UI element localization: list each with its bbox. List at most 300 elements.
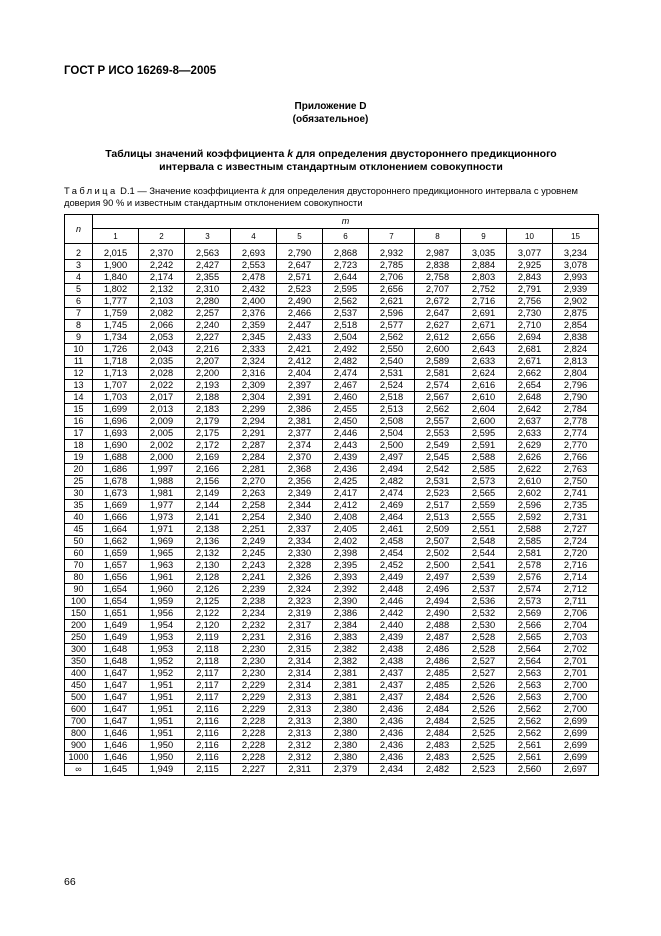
- table-cell: 2,591: [461, 440, 507, 452]
- table-cell: 2,156: [185, 476, 231, 488]
- table-cell: 2,227: [185, 332, 231, 344]
- table-cell: 2,790: [277, 244, 323, 260]
- table-cell: 2,694: [507, 332, 553, 344]
- table-cell: 2,467: [323, 380, 369, 392]
- table-cell: 2,355: [185, 272, 231, 284]
- table-cell: 2,731: [553, 512, 599, 524]
- table-cell: 2,588: [507, 524, 553, 536]
- table-cell: 1,646: [93, 728, 139, 740]
- table-cell: 2,228: [231, 716, 277, 728]
- row-label-n: 16: [65, 416, 93, 428]
- table-cell: 2,525: [461, 752, 507, 764]
- table-cell: 2,637: [507, 416, 553, 428]
- table-row: [65, 764, 599, 776]
- table-cell: 2,987: [415, 244, 461, 260]
- table-row: [65, 452, 599, 464]
- table-cell: 2,681: [507, 344, 553, 356]
- row-label-n: 100: [65, 596, 93, 608]
- table-row: [65, 572, 599, 584]
- table-cell: 2,702: [553, 644, 599, 656]
- table-cell: 2,478: [231, 272, 277, 284]
- table-cell: 2,548: [461, 536, 507, 548]
- table-cell: 2,379: [323, 764, 369, 776]
- table-cell: 2,257: [185, 308, 231, 320]
- row-label-n: 50: [65, 536, 93, 548]
- table-cell: 2,573: [507, 596, 553, 608]
- title-variable: k: [287, 148, 294, 160]
- table-cell: 2,136: [185, 536, 231, 548]
- caption-label: Таблица: [64, 185, 118, 196]
- table-cell: 1,951: [139, 728, 185, 740]
- row-label-n: 200: [65, 620, 93, 632]
- table-cell: 2,700: [553, 704, 599, 716]
- table-row: [65, 500, 599, 512]
- table-cell: 2,706: [553, 608, 599, 620]
- table-cell: 2,513: [415, 512, 461, 524]
- table-cell: 2,344: [277, 500, 323, 512]
- table-cell: 2,356: [277, 476, 323, 488]
- table-cell: 1,649: [93, 620, 139, 632]
- table-cell: 2,596: [507, 500, 553, 512]
- table-cell: 2,531: [415, 476, 461, 488]
- table-cell: 2,724: [553, 536, 599, 548]
- table-cell: 2,390: [323, 596, 369, 608]
- table-cell: 2,697: [553, 764, 599, 776]
- column-header-m-1: 1: [93, 229, 139, 244]
- table-cell: 2,466: [277, 308, 323, 320]
- table-row: [65, 404, 599, 416]
- row-label-n: 20: [65, 464, 93, 476]
- row-label-n: 30: [65, 488, 93, 500]
- table-cell: 2,735: [553, 500, 599, 512]
- table-cell: 1,662: [93, 536, 139, 548]
- table-cell: 2,179: [185, 416, 231, 428]
- table-cell: 2,566: [507, 620, 553, 632]
- table-cell: 1,703: [93, 392, 139, 404]
- table-cell: 2,227: [231, 764, 277, 776]
- table-cell: 2,437: [369, 692, 415, 704]
- row-label-n: 18: [65, 440, 93, 452]
- table-cell: 2,577: [369, 320, 415, 332]
- table-row: [65, 416, 599, 428]
- table-row: [65, 704, 599, 716]
- table-cell: 2,228: [231, 752, 277, 764]
- table-cell: 2,497: [369, 452, 415, 464]
- table-row: [65, 560, 599, 572]
- table-cell: 2,561: [507, 740, 553, 752]
- row-label-n: 10: [65, 344, 93, 356]
- table-cell: 1,669: [93, 500, 139, 512]
- table-cell: 2,380: [323, 704, 369, 716]
- table-cell: 2,440: [369, 620, 415, 632]
- coefficient-table: [64, 214, 599, 776]
- table-cell: 3,234: [553, 244, 599, 260]
- row-label-n: 500: [65, 692, 93, 704]
- table-cell: 2,843: [507, 272, 553, 284]
- table-cell: 2,714: [553, 572, 599, 584]
- table-cell: 2,395: [323, 560, 369, 572]
- table-cell: 2,492: [323, 344, 369, 356]
- row-label-n: 80: [65, 572, 93, 584]
- table-cell: 2,313: [277, 704, 323, 716]
- table-cell: 2,437: [369, 680, 415, 692]
- row-label-n: 6: [65, 296, 93, 308]
- table-cell: 2,528: [461, 632, 507, 644]
- table-cell: 2,551: [461, 524, 507, 536]
- table-cell: 1,664: [93, 524, 139, 536]
- table-cell: 2,524: [369, 380, 415, 392]
- table-cell: 2,421: [277, 344, 323, 356]
- table-cell: 2,704: [553, 620, 599, 632]
- table-cell: 2,449: [369, 572, 415, 584]
- table-cell: 1,745: [93, 320, 139, 332]
- table-cell: 1,657: [93, 560, 139, 572]
- table-row: [65, 752, 599, 764]
- table-cell: 2,384: [323, 620, 369, 632]
- table-cell: 2,270: [231, 476, 277, 488]
- table-cell: 2,484: [415, 728, 461, 740]
- table-cell: 2,549: [415, 440, 461, 452]
- table-cell: 2,656: [461, 332, 507, 344]
- table-cell: 2,000: [139, 452, 185, 464]
- table-cell: 2,939: [553, 284, 599, 296]
- table-cell: 2,770: [553, 440, 599, 452]
- table-cell: 2,573: [461, 476, 507, 488]
- table-cell: 2,333: [231, 344, 277, 356]
- table-cell: 1,951: [139, 692, 185, 704]
- table-cell: 2,595: [461, 428, 507, 440]
- table-cell: 2,555: [461, 512, 507, 524]
- table-cell: 2,589: [415, 356, 461, 368]
- table-cell: 2,172: [185, 440, 231, 452]
- table-cell: 2,671: [461, 320, 507, 332]
- table-cell: 2,370: [139, 244, 185, 260]
- table-cell: 2,138: [185, 524, 231, 536]
- table-cell: 2,610: [507, 476, 553, 488]
- table-cell: 2,581: [415, 368, 461, 380]
- table-cell: 2,600: [415, 344, 461, 356]
- table-cell: 2,602: [507, 488, 553, 500]
- table-cell: 2,621: [369, 296, 415, 308]
- table-cell: 2,576: [507, 572, 553, 584]
- table-cell: 2,784: [553, 404, 599, 416]
- table-cell: 2,438: [369, 656, 415, 668]
- row-label-n: 3: [65, 260, 93, 272]
- table-cell: 2,035: [139, 356, 185, 368]
- table-cell: 2,804: [553, 368, 599, 380]
- row-label-n: 350: [65, 656, 93, 668]
- table-cell: 2,330: [277, 548, 323, 560]
- table-cell: 3,078: [553, 260, 599, 272]
- table-cell: 2,448: [369, 584, 415, 596]
- table-cell: 2,643: [461, 344, 507, 356]
- table-cell: 2,723: [323, 260, 369, 272]
- caption-text-post: для определения двустороннего предикционного интервала с уровнем доверия 90 % и известным стандартным отклонением совокупности: [64, 185, 578, 208]
- table-cell: 2,291: [231, 428, 277, 440]
- table-cell: 1,952: [139, 656, 185, 668]
- table-cell: 2,508: [369, 416, 415, 428]
- table-cell: 2,562: [507, 728, 553, 740]
- table-cell: 2,490: [415, 608, 461, 620]
- table-cell: 2,312: [277, 740, 323, 752]
- table-cell: 2,750: [553, 476, 599, 488]
- table-cell: 2,559: [461, 500, 507, 512]
- table-cell: 2,517: [415, 500, 461, 512]
- caption-number: D.1: [120, 185, 135, 196]
- row-label-n: 25: [65, 476, 93, 488]
- row-label-n: 70: [65, 560, 93, 572]
- table-cell: 2,588: [461, 452, 507, 464]
- table-cell: 1,965: [139, 548, 185, 560]
- table-cell: 2,043: [139, 344, 185, 356]
- table-cell: 2,130: [185, 560, 231, 572]
- table-cell: 2,622: [507, 464, 553, 476]
- table-cell: 2,813: [553, 356, 599, 368]
- table-cell: 2,380: [323, 740, 369, 752]
- table-cell: 1,973: [139, 512, 185, 524]
- table-row: [65, 332, 599, 344]
- table-cell: 2,230: [231, 644, 277, 656]
- table-cell: 2,488: [415, 620, 461, 632]
- table-cell: 2,316: [277, 632, 323, 644]
- table-cell: 2,216: [185, 344, 231, 356]
- table-cell: 2,328: [277, 560, 323, 572]
- table-cell: 2,382: [323, 656, 369, 668]
- table-cell: 2,324: [231, 356, 277, 368]
- table-cell: 1,713: [93, 368, 139, 380]
- table-cell: 2,436: [369, 716, 415, 728]
- column-group-header-m: m: [93, 215, 599, 229]
- table-row: [65, 656, 599, 668]
- table-cell: 2,392: [323, 584, 369, 596]
- table-cell: 2,838: [415, 260, 461, 272]
- table-cell: 2,334: [277, 536, 323, 548]
- table-cell: 2,238: [231, 596, 277, 608]
- table-cell: 2,380: [323, 716, 369, 728]
- table-cell: 2,626: [507, 452, 553, 464]
- table-cell: 2,381: [277, 416, 323, 428]
- table-cell: 2,245: [231, 548, 277, 560]
- table-cell: 2,706: [369, 272, 415, 284]
- table-cell: 2,017: [139, 392, 185, 404]
- table-cell: 2,500: [369, 440, 415, 452]
- table-row: [65, 260, 599, 272]
- row-label-n: 1000: [65, 752, 93, 764]
- table-cell: 2,647: [277, 260, 323, 272]
- table-cell: 1,651: [93, 608, 139, 620]
- table-cell: 2,254: [231, 512, 277, 524]
- table-cell: 2,284: [231, 452, 277, 464]
- table-cell: 1,656: [93, 572, 139, 584]
- table-row: [65, 740, 599, 752]
- row-label-n: 12: [65, 368, 93, 380]
- row-label-n: 900: [65, 740, 93, 752]
- table-cell: 2,537: [323, 308, 369, 320]
- table-cell: 2,585: [507, 536, 553, 548]
- table-row: [65, 392, 599, 404]
- table-cell: 2,711: [553, 596, 599, 608]
- table-row: [65, 272, 599, 284]
- table-cell: 1,707: [93, 380, 139, 392]
- table-cell: 2,482: [323, 356, 369, 368]
- table-cell: 2,116: [185, 740, 231, 752]
- table-cell: 2,183: [185, 404, 231, 416]
- table-row: [65, 428, 599, 440]
- table-row: [65, 440, 599, 452]
- table-cell: 2,610: [461, 392, 507, 404]
- table-cell: 1,951: [139, 680, 185, 692]
- table-cell: 2,122: [185, 608, 231, 620]
- row-label-n: 5: [65, 284, 93, 296]
- table-cell: 2,175: [185, 428, 231, 440]
- column-header-m-3: 3: [185, 229, 231, 244]
- table-cell: 2,402: [323, 536, 369, 548]
- table-cell: 2,932: [369, 244, 415, 260]
- table-cell: 2,752: [461, 284, 507, 296]
- table-cell: 1,646: [93, 740, 139, 752]
- row-label-n: 700: [65, 716, 93, 728]
- table-cell: 2,436: [323, 464, 369, 476]
- table-cell: 2,436: [369, 752, 415, 764]
- table-cell: 2,207: [185, 356, 231, 368]
- table-cell: 2,314: [277, 680, 323, 692]
- table-cell: 2,381: [323, 680, 369, 692]
- table-cell: 2,446: [323, 428, 369, 440]
- table-cell: 2,700: [553, 692, 599, 704]
- table-cell: 2,337: [277, 524, 323, 536]
- table-cell: 2,654: [507, 380, 553, 392]
- table-cell: 2,756: [507, 296, 553, 308]
- table-cell: 1,686: [93, 464, 139, 476]
- row-label-n: 17: [65, 428, 93, 440]
- table-cell: 1,654: [93, 596, 139, 608]
- table-cell: 2,118: [185, 656, 231, 668]
- table-cell: 2,404: [277, 368, 323, 380]
- row-label-n: 600: [65, 704, 93, 716]
- table-cell: 2,315: [277, 644, 323, 656]
- table-cell: 2,875: [553, 308, 599, 320]
- table-cell: 2,149: [185, 488, 231, 500]
- table-cell: 2,497: [415, 572, 461, 584]
- table-cell: 2,239: [231, 584, 277, 596]
- table-row: [65, 476, 599, 488]
- table-row: [65, 632, 599, 644]
- table-row: [65, 620, 599, 632]
- table-cell: 2,241: [231, 572, 277, 584]
- title-line-1-pre: Таблицы значений коэффициента: [105, 148, 288, 160]
- table-cell: 2,525: [461, 740, 507, 752]
- table-cell: 2,571: [277, 272, 323, 284]
- table-cell: 2,500: [415, 560, 461, 572]
- table-cell: 2,312: [277, 752, 323, 764]
- table-cell: 2,531: [369, 368, 415, 380]
- row-label-n: 11: [65, 356, 93, 368]
- table-row: [65, 344, 599, 356]
- table-cell: 2,391: [277, 392, 323, 404]
- table-cell: 2,323: [277, 596, 323, 608]
- table-cell: 2,442: [369, 608, 415, 620]
- table-cell: 2,324: [277, 584, 323, 596]
- table-cell: 1,726: [93, 344, 139, 356]
- table-cell: 2,600: [461, 416, 507, 428]
- table-row: [65, 548, 599, 560]
- table-cell: 2,662: [507, 368, 553, 380]
- table-cell: 2,439: [323, 452, 369, 464]
- table-cell: 2,374: [277, 440, 323, 452]
- table-row: [65, 584, 599, 596]
- table-cell: 2,581: [507, 548, 553, 560]
- table-cell: 2,141: [185, 512, 231, 524]
- table-cell: 2,526: [461, 704, 507, 716]
- table-cell: 2,397: [277, 380, 323, 392]
- row-label-n: 2: [65, 244, 93, 260]
- table-cell: 2,437: [369, 668, 415, 680]
- table-cell: 1,734: [93, 332, 139, 344]
- table-cell: 2,484: [415, 704, 461, 716]
- table-cell: 2,013: [139, 404, 185, 416]
- page-title: [70, 148, 592, 174]
- table-cell: 2,791: [507, 284, 553, 296]
- table-cell: 2,778: [553, 416, 599, 428]
- table-cell: 1,647: [93, 716, 139, 728]
- table-cell: 2,485: [415, 668, 461, 680]
- table-cell: 2,310: [185, 284, 231, 296]
- table-cell: 2,486: [415, 656, 461, 668]
- table-cell: 2,691: [461, 308, 507, 320]
- table-cell: 2,509: [415, 524, 461, 536]
- table-row: [65, 368, 599, 380]
- row-header-n: n: [65, 215, 93, 244]
- column-header-m-2: 2: [139, 229, 185, 244]
- table-row: [65, 536, 599, 548]
- table-cell: 2,925: [507, 260, 553, 272]
- table-cell: 2,530: [461, 620, 507, 632]
- table-cell: 2,126: [185, 584, 231, 596]
- table-cell: 2,229: [231, 692, 277, 704]
- table-cell: 2,525: [461, 728, 507, 740]
- table-cell: 2,117: [185, 692, 231, 704]
- table-cell: 2,436: [369, 704, 415, 716]
- table-cell: 2,563: [185, 244, 231, 260]
- table-row: [65, 284, 599, 296]
- table-cell: 2,763: [553, 464, 599, 476]
- table-cell: 2,398: [323, 548, 369, 560]
- table-cell: 2,707: [415, 284, 461, 296]
- table-cell: 2,504: [323, 332, 369, 344]
- table-cell: 2,417: [323, 488, 369, 500]
- table-cell: 2,349: [277, 488, 323, 500]
- table-cell: 2,434: [369, 764, 415, 776]
- row-label-n: 800: [65, 728, 93, 740]
- table-cell: 2,486: [415, 644, 461, 656]
- table-cell: 2,536: [461, 596, 507, 608]
- table-cell: 2,450: [323, 416, 369, 428]
- table-cell: 2,433: [277, 332, 323, 344]
- table-cell: 2,474: [323, 368, 369, 380]
- table-cell: 2,785: [369, 260, 415, 272]
- table-cell: 2,539: [461, 572, 507, 584]
- table-cell: 1,954: [139, 620, 185, 632]
- table-cell: 1,647: [93, 680, 139, 692]
- table-cell: 2,562: [415, 404, 461, 416]
- table-cell: 1,951: [139, 704, 185, 716]
- table-cell: 2,513: [369, 404, 415, 416]
- table-cell: 2,838: [553, 332, 599, 344]
- table-cell: 1,654: [93, 584, 139, 596]
- table-cell: 2,193: [185, 380, 231, 392]
- table-cell: 2,528: [461, 644, 507, 656]
- table-cell: 2,564: [507, 644, 553, 656]
